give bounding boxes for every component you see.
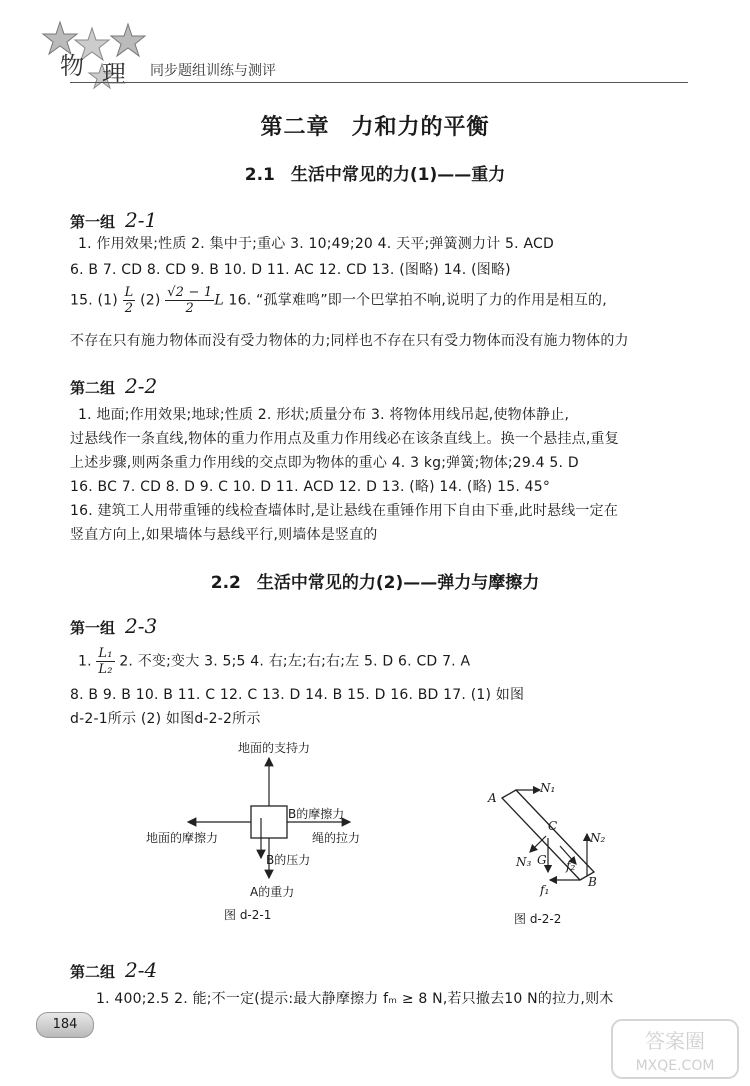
svg-text:答案圈: 答案圈 [645, 1029, 705, 1053]
answer-text: 15. (1) [70, 292, 118, 309]
group-name: 第二组 [70, 963, 116, 981]
page-number: 184 [36, 1012, 94, 1038]
svg-text:MXQE.COM: MXQE.COM [635, 1058, 715, 1074]
label-c: C [548, 819, 558, 833]
answer-line: d-2-1所示 (2) 如图d-2-2所示 [70, 711, 261, 727]
answer-line: 8. B 9. B 10. B 11. C 12. C 13. D 14. B 15. D 16. BD 17. (1) 如图 [70, 687, 525, 703]
subject-char-2: 理 [102, 60, 126, 88]
answer-line: 1. 400;2.5 2. 能;不一定(提示:最大静摩擦力 fₘ ≥ 8 N,若只撤去10 N的拉力,则木 [96, 991, 614, 1007]
section-title: 生活中常见的力(1)——重力 [290, 165, 506, 185]
answer-text: 16. “孤掌难鸣”即一个巴掌拍不响,说明了力的作用是相互的, [228, 292, 607, 309]
chapter-heading [0, 110, 750, 141]
label-n3: N₃ [516, 855, 532, 869]
figure-caption: 图 d-2-1 [224, 908, 272, 922]
label-rope: 绳的拉力 [312, 831, 361, 845]
group-code: 2-4 [125, 958, 158, 982]
answer-line-with-fractions [70, 285, 607, 316]
label-g: G [537, 853, 547, 867]
answer-line: 6. B 7. CD 8. CD 9. B 10. D 11. AC 12. CD 13. (图略) 14. (图略) [70, 262, 511, 278]
chapter-number: 第二章 [260, 115, 330, 140]
group-heading [70, 958, 157, 982]
section-number: 2.2 [210, 573, 241, 593]
subject-char-1: 物 [60, 52, 84, 80]
label-b: B [588, 875, 597, 889]
fraction: $\frac{\text{L₁}}{\text{L₂}}$ [98, 646, 113, 677]
answer-line: 1. 地面;作用效果;地球;性质 2. 形状;质量分布 3. 将物体用线吊起,使物体静止, [78, 407, 570, 423]
figure-d-2-1 [140, 738, 400, 908]
label-gravity-a: A的重力 [250, 885, 295, 899]
watermark-logo [610, 1018, 740, 1080]
answer-line: 16. 建筑工人用带重锤的线检查墙体时,是让悬线在重锤作用下自由下垂,此时悬线一定在 [70, 503, 619, 519]
label-friction-b: B的摩擦力 [288, 807, 345, 821]
label-n1: N₁ [540, 781, 556, 795]
answer-line: 不存在只有施力物体而没有受力物体的力;同样也不存在只有受力物体而没有施力物体的力 [70, 333, 629, 349]
answer-line: 竖直方向上,如果墙体与悬线平行,则墙体是竖直的 [70, 527, 378, 543]
answer-line: 过悬线作一条直线,物体的重力作用点及重力作用线必在该条直线上。换一个悬挂点,重复 [70, 431, 619, 447]
fraction-tail: L [214, 292, 224, 309]
group-code: 2-1 [125, 208, 158, 232]
fraction: $\frac{L}{2}$ [124, 285, 134, 316]
label-f2: f₂ [566, 859, 576, 873]
section-heading-2 [0, 568, 750, 593]
group-heading [70, 208, 157, 232]
answer-line: 1. 作用效果;性质 2. 集中于;重心 3. 10;49;20 4. 天平;弹簧测力计 5. ACD [78, 236, 554, 252]
label-n2: N₂ [590, 831, 606, 845]
section-number: 2.1 [244, 165, 275, 185]
answer-text: 2. 不变;变大 3. 5;5 4. 右;左;右;右;左 5. D 6. CD 7. A [119, 653, 471, 670]
group-code: 2-2 [125, 374, 158, 398]
series-title: 同步题组训练与测评 [150, 63, 276, 79]
label-support: 地面的支持力 [238, 741, 311, 755]
group-name: 第一组 [70, 619, 116, 637]
block-a [251, 806, 287, 838]
group-code: 2-3 [125, 614, 158, 638]
group-heading [70, 614, 157, 638]
group-heading [70, 374, 157, 398]
star-decoration-icon [40, 18, 160, 98]
section-title: 生活中常见的力(2)——弹力与摩擦力 [256, 573, 540, 593]
answer-line-with-fraction [78, 646, 470, 677]
label-pressure-b: B的压力 [266, 853, 311, 867]
answer-text: 1. [78, 653, 92, 670]
chapter-title: 力和力的平衡 [351, 115, 490, 140]
header-rule [70, 82, 688, 83]
arrow-n3 [530, 836, 546, 852]
fraction: $\frac{√2 - 1}{2}$ [167, 285, 213, 316]
section-heading-1 [0, 160, 750, 185]
answer-text: (2) [140, 292, 161, 309]
figure-d-2-2 [480, 780, 610, 900]
label-ground-friction: 地面的摩擦力 [146, 831, 219, 845]
label-a: A [488, 791, 497, 805]
label-f1: f₁ [540, 883, 550, 897]
group-name: 第二组 [70, 379, 116, 397]
figure-caption: 图 d-2-2 [514, 912, 562, 926]
answer-line: 上述步骤,则两条重力作用线的交点即为物体的重心 4. 3 kg;弹簧;物体;29.4 5. D [70, 455, 579, 471]
answer-line: 16. BC 7. CD 8. D 9. C 10. D 11. ACD 12. D 13. (略) 14. (略) 15. 45° [70, 479, 551, 495]
group-name: 第一组 [70, 213, 116, 231]
